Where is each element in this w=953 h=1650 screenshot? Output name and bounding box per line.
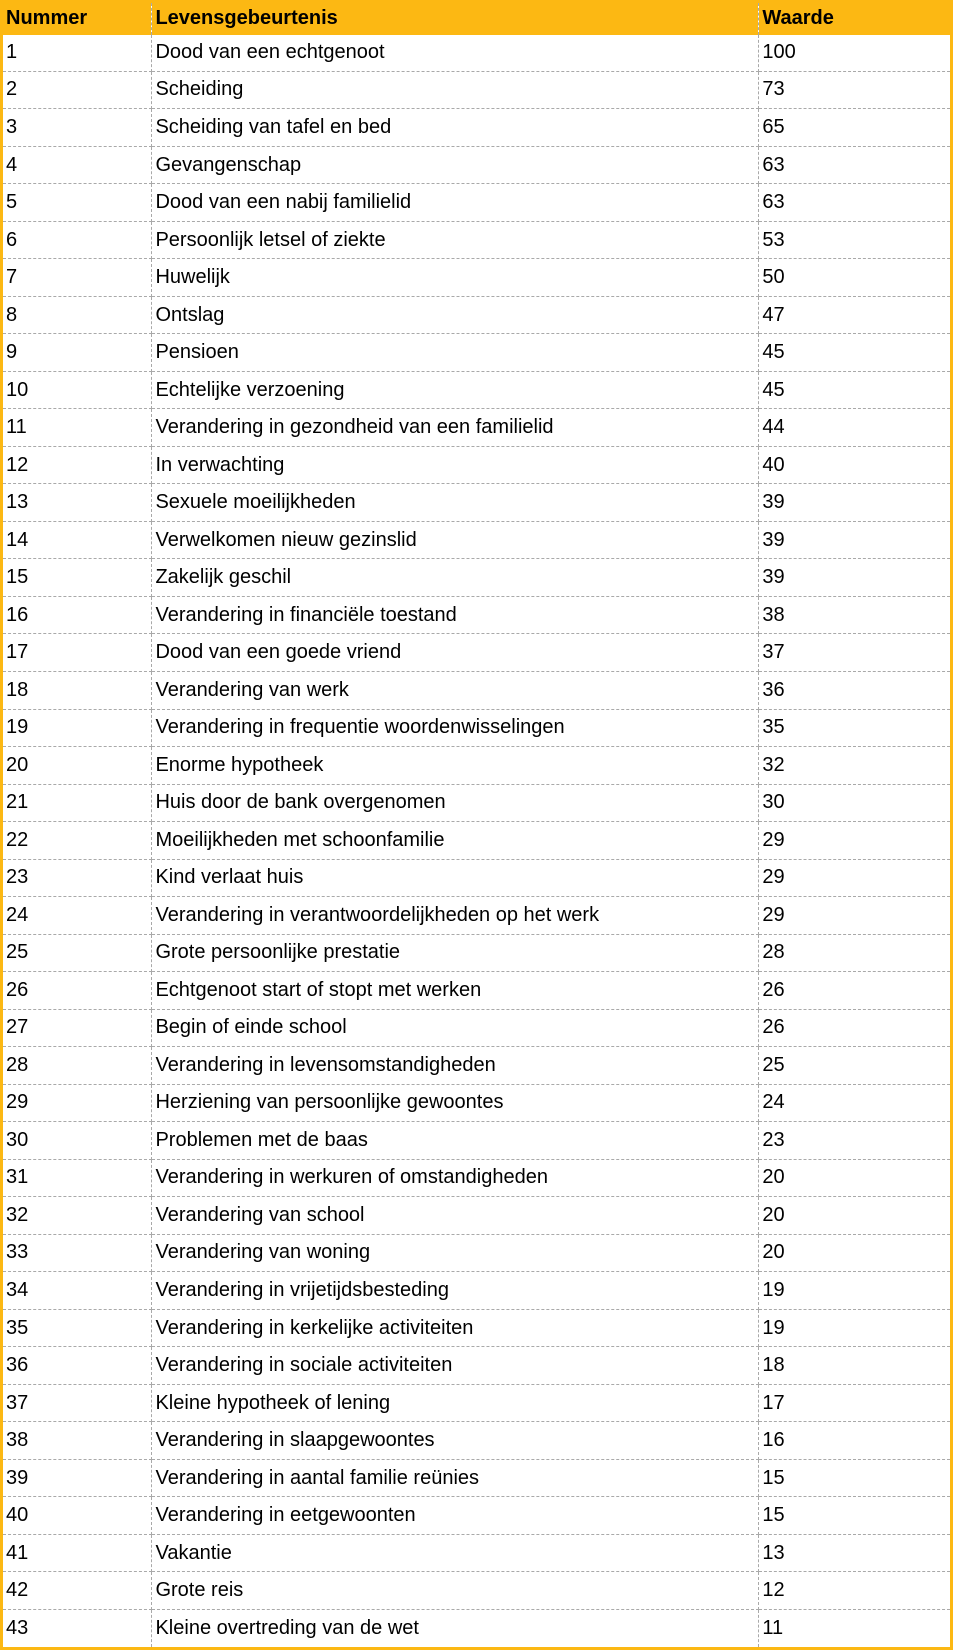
cell-nummer: 40 [2, 1497, 152, 1535]
table-row [2, 1422, 952, 1460]
cell-waarde: 44 [759, 409, 952, 447]
cell-waarde: 11 [759, 1609, 952, 1648]
table-row [2, 1534, 952, 1572]
cell-levensgebeurtenis: Begin of einde school [152, 1009, 759, 1047]
cell-levensgebeurtenis: Verandering in slaapgewoontes [152, 1422, 759, 1460]
cell-nummer: 31 [2, 1159, 152, 1197]
cell-waarde: 63 [759, 146, 952, 184]
table-row [2, 109, 952, 147]
cell-waarde: 39 [759, 521, 952, 559]
cell-nummer: 11 [2, 409, 152, 447]
cell-levensgebeurtenis: Grote reis [152, 1572, 759, 1610]
cell-nummer: 41 [2, 1534, 152, 1572]
cell-levensgebeurtenis: In verwachting [152, 446, 759, 484]
table-row [2, 35, 952, 72]
table-row [2, 972, 952, 1010]
cell-levensgebeurtenis: Echtelijke verzoening [152, 371, 759, 409]
cell-levensgebeurtenis: Problemen met de baas [152, 1122, 759, 1160]
cell-levensgebeurtenis: Herziening van persoonlijke gewoontes [152, 1084, 759, 1122]
cell-nummer: 14 [2, 521, 152, 559]
cell-waarde: 29 [759, 822, 952, 860]
table-row [2, 747, 952, 785]
cell-waarde: 50 [759, 259, 952, 297]
table-row [2, 634, 952, 672]
cell-levensgebeurtenis: Dood van een echtgenoot [152, 35, 759, 72]
cell-nummer: 6 [2, 221, 152, 259]
cell-waarde: 29 [759, 859, 952, 897]
header-row [2, 2, 952, 35]
cell-levensgebeurtenis: Dood van een goede vriend [152, 634, 759, 672]
cell-waarde: 19 [759, 1309, 952, 1347]
cell-nummer: 34 [2, 1272, 152, 1310]
cell-nummer: 20 [2, 747, 152, 785]
cell-nummer: 25 [2, 934, 152, 972]
cell-nummer: 43 [2, 1609, 152, 1648]
cell-nummer: 18 [2, 671, 152, 709]
table-row [2, 559, 952, 597]
cell-nummer: 42 [2, 1572, 152, 1610]
cell-nummer: 13 [2, 484, 152, 522]
cell-waarde: 63 [759, 184, 952, 222]
cell-levensgebeurtenis: Gevangenschap [152, 146, 759, 184]
cell-nummer: 26 [2, 972, 152, 1010]
column-header-levensgebeurtenis: Levensgebeurtenis [152, 2, 759, 35]
cell-levensgebeurtenis: Verandering in werkuren of omstandigheden [152, 1159, 759, 1197]
table-row [2, 221, 952, 259]
table-row [2, 409, 952, 447]
cell-nummer: 23 [2, 859, 152, 897]
table-row [2, 1084, 952, 1122]
cell-levensgebeurtenis: Echtgenoot start of stopt met werken [152, 972, 759, 1010]
table-row [2, 1347, 952, 1385]
cell-nummer: 36 [2, 1347, 152, 1385]
table-row [2, 1272, 952, 1310]
cell-nummer: 9 [2, 334, 152, 372]
cell-waarde: 18 [759, 1347, 952, 1385]
cell-waarde: 28 [759, 934, 952, 972]
cell-levensgebeurtenis: Sexuele moeilijkheden [152, 484, 759, 522]
cell-levensgebeurtenis: Verandering van school [152, 1197, 759, 1235]
cell-waarde: 39 [759, 484, 952, 522]
table-row [2, 1122, 952, 1160]
cell-waarde: 19 [759, 1272, 952, 1310]
cell-levensgebeurtenis: Enorme hypotheek [152, 747, 759, 785]
table-row [2, 484, 952, 522]
cell-levensgebeurtenis: Huwelijk [152, 259, 759, 297]
cell-nummer: 24 [2, 897, 152, 935]
cell-nummer: 2 [2, 71, 152, 109]
cell-waarde: 20 [759, 1197, 952, 1235]
table-row [2, 1047, 952, 1085]
column-header-nummer: Nummer [2, 2, 152, 35]
cell-nummer: 8 [2, 296, 152, 334]
cell-levensgebeurtenis: Verandering in levensomstandigheden [152, 1047, 759, 1085]
cell-levensgebeurtenis: Verandering in frequentie woordenwisselingen [152, 709, 759, 747]
cell-waarde: 15 [759, 1497, 952, 1535]
table-row [2, 1459, 952, 1497]
cell-levensgebeurtenis: Verandering van werk [152, 671, 759, 709]
cell-nummer: 38 [2, 1422, 152, 1460]
cell-nummer: 28 [2, 1047, 152, 1085]
cell-levensgebeurtenis: Grote persoonlijke prestatie [152, 934, 759, 972]
cell-waarde: 100 [759, 35, 952, 72]
cell-waarde: 39 [759, 559, 952, 597]
cell-levensgebeurtenis: Scheiding van tafel en bed [152, 109, 759, 147]
cell-nummer: 39 [2, 1459, 152, 1497]
cell-waarde: 24 [759, 1084, 952, 1122]
cell-waarde: 40 [759, 446, 952, 484]
column-header-waarde: Waarde [759, 2, 952, 35]
table-row [2, 296, 952, 334]
table-row [2, 784, 952, 822]
cell-nummer: 35 [2, 1309, 152, 1347]
cell-waarde: 26 [759, 1009, 952, 1047]
table-row [2, 1497, 952, 1535]
cell-levensgebeurtenis: Verandering in aantal familie reünies [152, 1459, 759, 1497]
cell-levensgebeurtenis: Zakelijk geschil [152, 559, 759, 597]
cell-nummer: 1 [2, 35, 152, 72]
cell-waarde: 32 [759, 747, 952, 785]
cell-nummer: 19 [2, 709, 152, 747]
table-row [2, 1384, 952, 1422]
cell-nummer: 37 [2, 1384, 152, 1422]
cell-levensgebeurtenis: Huis door de bank overgenomen [152, 784, 759, 822]
table-row [2, 1159, 952, 1197]
table-row [2, 859, 952, 897]
cell-levensgebeurtenis: Verandering in sociale activiteiten [152, 1347, 759, 1385]
cell-waarde: 25 [759, 1047, 952, 1085]
cell-waarde: 65 [759, 109, 952, 147]
cell-waarde: 53 [759, 221, 952, 259]
table-row [2, 259, 952, 297]
table-row [2, 1234, 952, 1272]
table-row [2, 334, 952, 372]
cell-nummer: 32 [2, 1197, 152, 1235]
cell-levensgebeurtenis: Moeilijkheden met schoonfamilie [152, 822, 759, 860]
cell-waarde: 29 [759, 897, 952, 935]
cell-nummer: 21 [2, 784, 152, 822]
table-row [2, 1572, 952, 1610]
cell-waarde: 26 [759, 972, 952, 1010]
cell-nummer: 4 [2, 146, 152, 184]
cell-levensgebeurtenis: Verandering van woning [152, 1234, 759, 1272]
table-row [2, 1009, 952, 1047]
cell-waarde: 35 [759, 709, 952, 747]
cell-levensgebeurtenis: Verandering in vrijetijdsbesteding [152, 1272, 759, 1310]
cell-nummer: 3 [2, 109, 152, 147]
cell-levensgebeurtenis: Verandering in eetgewoonten [152, 1497, 759, 1535]
cell-levensgebeurtenis: Kleine hypotheek of lening [152, 1384, 759, 1422]
cell-nummer: 12 [2, 446, 152, 484]
cell-levensgebeurtenis: Scheiding [152, 71, 759, 109]
cell-levensgebeurtenis: Kleine overtreding van de wet [152, 1609, 759, 1648]
table-row [2, 709, 952, 747]
table-row [2, 1309, 952, 1347]
cell-nummer: 15 [2, 559, 152, 597]
cell-nummer: 5 [2, 184, 152, 222]
cell-nummer: 33 [2, 1234, 152, 1272]
cell-levensgebeurtenis: Verwelkomen nieuw gezinslid [152, 521, 759, 559]
cell-nummer: 27 [2, 1009, 152, 1047]
table-row [2, 1609, 952, 1648]
cell-nummer: 29 [2, 1084, 152, 1122]
table-body [2, 35, 952, 1649]
cell-waarde: 17 [759, 1384, 952, 1422]
cell-waarde: 38 [759, 596, 952, 634]
table-row [2, 71, 952, 109]
cell-waarde: 13 [759, 1534, 952, 1572]
table-row [2, 446, 952, 484]
cell-waarde: 37 [759, 634, 952, 672]
cell-nummer: 10 [2, 371, 152, 409]
cell-levensgebeurtenis: Vakantie [152, 1534, 759, 1572]
cell-levensgebeurtenis: Verandering in kerkelijke activiteiten [152, 1309, 759, 1347]
cell-waarde: 15 [759, 1459, 952, 1497]
cell-waarde: 73 [759, 71, 952, 109]
cell-levensgebeurtenis: Verandering in verantwoordelijkheden op het werk [152, 897, 759, 935]
cell-waarde: 45 [759, 334, 952, 372]
cell-waarde: 23 [759, 1122, 952, 1160]
cell-waarde: 16 [759, 1422, 952, 1460]
table-row [2, 596, 952, 634]
cell-waarde: 36 [759, 671, 952, 709]
cell-levensgebeurtenis: Ontslag [152, 296, 759, 334]
table-row [2, 934, 952, 972]
table-row [2, 371, 952, 409]
table-row [2, 521, 952, 559]
cell-nummer: 7 [2, 259, 152, 297]
table-row [2, 184, 952, 222]
cell-nummer: 30 [2, 1122, 152, 1160]
cell-levensgebeurtenis: Verandering in gezondheid van een familielid [152, 409, 759, 447]
cell-waarde: 30 [759, 784, 952, 822]
table-row [2, 822, 952, 860]
table-row [2, 671, 952, 709]
table-row [2, 146, 952, 184]
cell-nummer: 17 [2, 634, 152, 672]
cell-nummer: 22 [2, 822, 152, 860]
cell-waarde: 47 [759, 296, 952, 334]
cell-levensgebeurtenis: Persoonlijk letsel of ziekte [152, 221, 759, 259]
cell-waarde: 45 [759, 371, 952, 409]
table-row [2, 1197, 952, 1235]
cell-waarde: 20 [759, 1159, 952, 1197]
cell-waarde: 12 [759, 1572, 952, 1610]
cell-levensgebeurtenis: Dood van een nabij familielid [152, 184, 759, 222]
table-row [2, 897, 952, 935]
cell-levensgebeurtenis: Kind verlaat huis [152, 859, 759, 897]
cell-nummer: 16 [2, 596, 152, 634]
cell-waarde: 20 [759, 1234, 952, 1272]
cell-levensgebeurtenis: Pensioen [152, 334, 759, 372]
cell-levensgebeurtenis: Verandering in financiële toestand [152, 596, 759, 634]
